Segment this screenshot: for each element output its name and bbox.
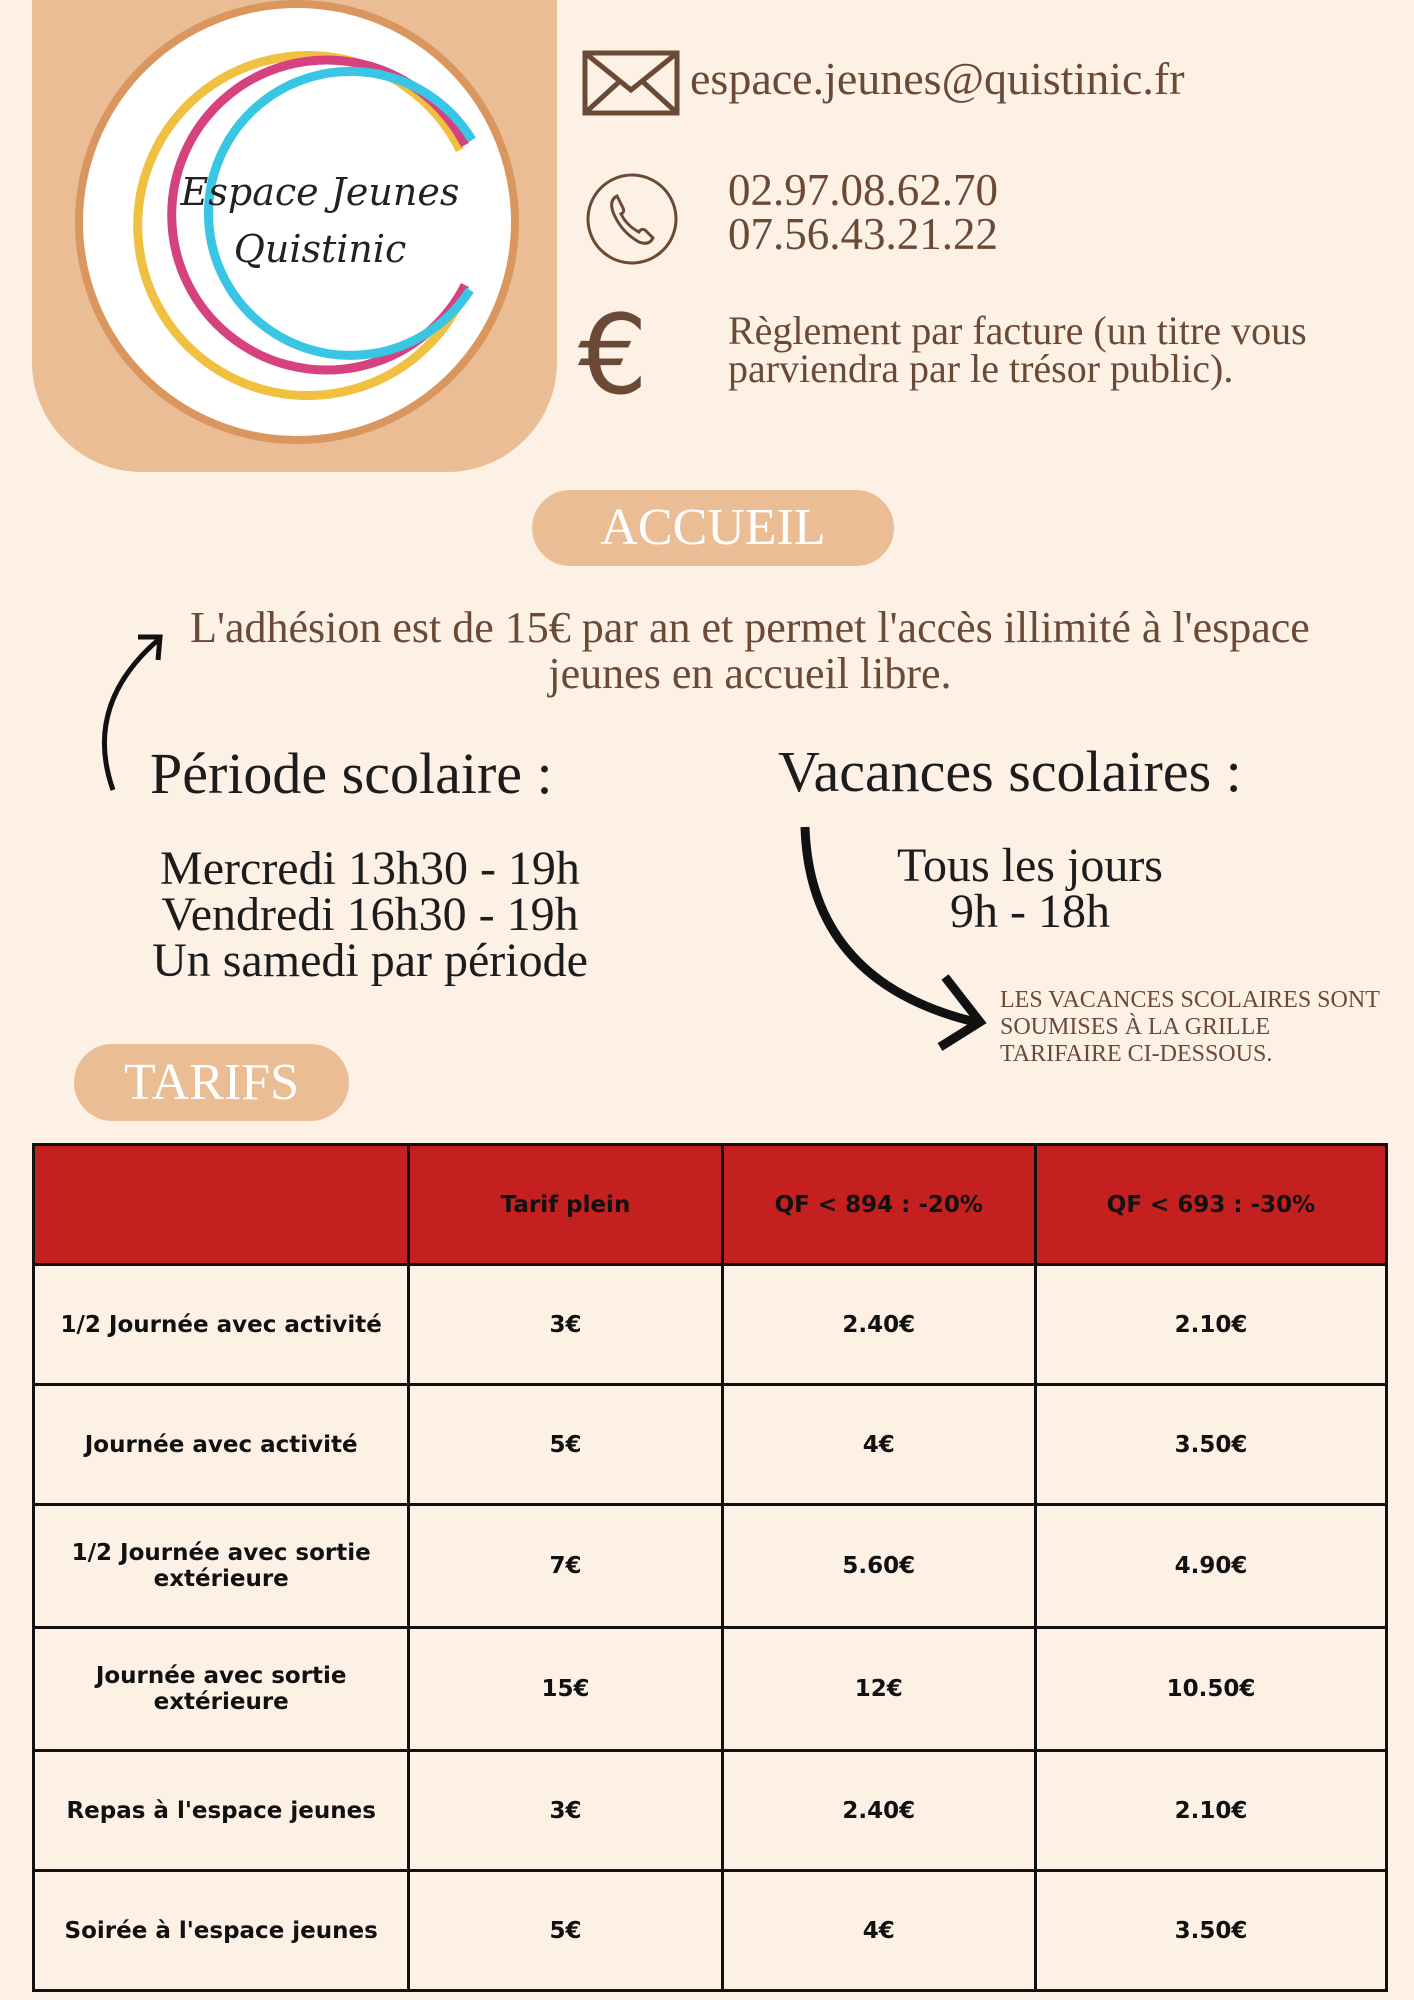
- table-header-cell: QF < 894 : -20%: [722, 1145, 1035, 1265]
- logo-text-line2: Quistinic: [233, 227, 407, 271]
- schedule-line: Un samedi par période: [152, 934, 588, 987]
- vacances-note: [1000, 987, 1380, 1068]
- table-header-cell: QF < 693 : -30%: [1035, 1145, 1386, 1265]
- table-cell: 3€: [409, 1265, 722, 1385]
- tarifs-heading: TARIFS: [74, 1044, 349, 1121]
- vacances-scolaires-heading: Vacances scolaires :: [778, 739, 1242, 804]
- table-cell: 3.50€: [1035, 1385, 1386, 1505]
- mail-icon: [582, 50, 680, 116]
- table-cell: 5.60€: [722, 1505, 1035, 1628]
- tarifs-table: [32, 1143, 1388, 1992]
- note-line: TARIFAIRE CI-DESSOUS.: [1000, 1041, 1273, 1067]
- table-cell: 5€: [409, 1871, 722, 1991]
- table-cell: 4€: [722, 1385, 1035, 1505]
- phone-icon: [585, 172, 679, 266]
- table-cell: 7€: [409, 1505, 722, 1628]
- table-cell: Repas à l'espace jeunes: [34, 1751, 409, 1871]
- table-cell: 2.10€: [1035, 1265, 1386, 1385]
- table-header-cell: Tarif plein: [409, 1145, 722, 1265]
- table-cell: 1/2 Journée avec sortie extérieure: [34, 1505, 409, 1628]
- table-row: [34, 1265, 1387, 1385]
- note-line: LES VACANCES SCOLAIRES SONT: [1000, 987, 1380, 1013]
- phone-numbers: [728, 165, 998, 259]
- table-cell: 4€: [722, 1871, 1035, 1991]
- note-line: SOUMISES À LA GRILLE: [1000, 1014, 1271, 1040]
- curved-arrow-icon: [790, 822, 990, 1052]
- table-row: [34, 1751, 1387, 1871]
- periode-scolaire-heading: Période scolaire :: [150, 741, 553, 806]
- periode-scolaire-schedule: [90, 842, 650, 987]
- table-cell: 2.40€: [722, 1265, 1035, 1385]
- schedule-line: 9h - 18h: [950, 885, 1110, 938]
- table-cell: 10.50€: [1035, 1628, 1386, 1751]
- table-cell: 2.10€: [1035, 1751, 1386, 1871]
- schedule-line: Mercredi 13h30 - 19h: [160, 842, 580, 895]
- table-cell: Journée avec activité: [34, 1385, 409, 1505]
- table-cell: 3€: [409, 1751, 722, 1871]
- payment-info: Règlement par facture (un titre vous parviendra par le trésor public).: [728, 308, 1307, 391]
- accueil-heading: ACCUEIL: [532, 490, 894, 566]
- table-cell: 15€: [409, 1628, 722, 1751]
- euro-icon: €: [578, 291, 648, 419]
- adhesion-text: L'adhésion est de 15€ par an et permet l'accès illimité à l'espace jeunes en accueil libre.: [190, 603, 1310, 698]
- table-row: [34, 1505, 1387, 1628]
- table-row: [34, 1628, 1387, 1751]
- table-cell: 3.50€: [1035, 1871, 1386, 1991]
- email-link[interactable]: espace.jeunes@quistinic.fr: [690, 53, 1185, 104]
- table-cell: 1/2 Journée avec activité: [34, 1265, 409, 1385]
- table-header-cell: [34, 1145, 409, 1265]
- table-cell: 4.90€: [1035, 1505, 1386, 1628]
- espace-jeunes-logo: [70, 0, 525, 455]
- table-row: [34, 1871, 1387, 1991]
- phone-number-2[interactable]: 07.56.43.21.22: [728, 209, 998, 259]
- table-cell: Soirée à l'espace jeunes: [34, 1871, 409, 1991]
- table-cell: 5€: [409, 1385, 722, 1505]
- table-row: [34, 1385, 1387, 1505]
- logo-text-line1: Espace Jeunes: [180, 170, 460, 214]
- table-cell: Journée avec sortie extérieure: [34, 1628, 409, 1751]
- table-cell: 2.40€: [722, 1751, 1035, 1871]
- phone-number-1[interactable]: 02.97.08.62.70: [728, 165, 998, 215]
- table-cell: 12€: [722, 1628, 1035, 1751]
- schedule-line: Vendredi 16h30 - 19h: [161, 888, 579, 941]
- schedule-line: Tous les jours: [897, 839, 1163, 892]
- table-header-row: [34, 1145, 1387, 1265]
